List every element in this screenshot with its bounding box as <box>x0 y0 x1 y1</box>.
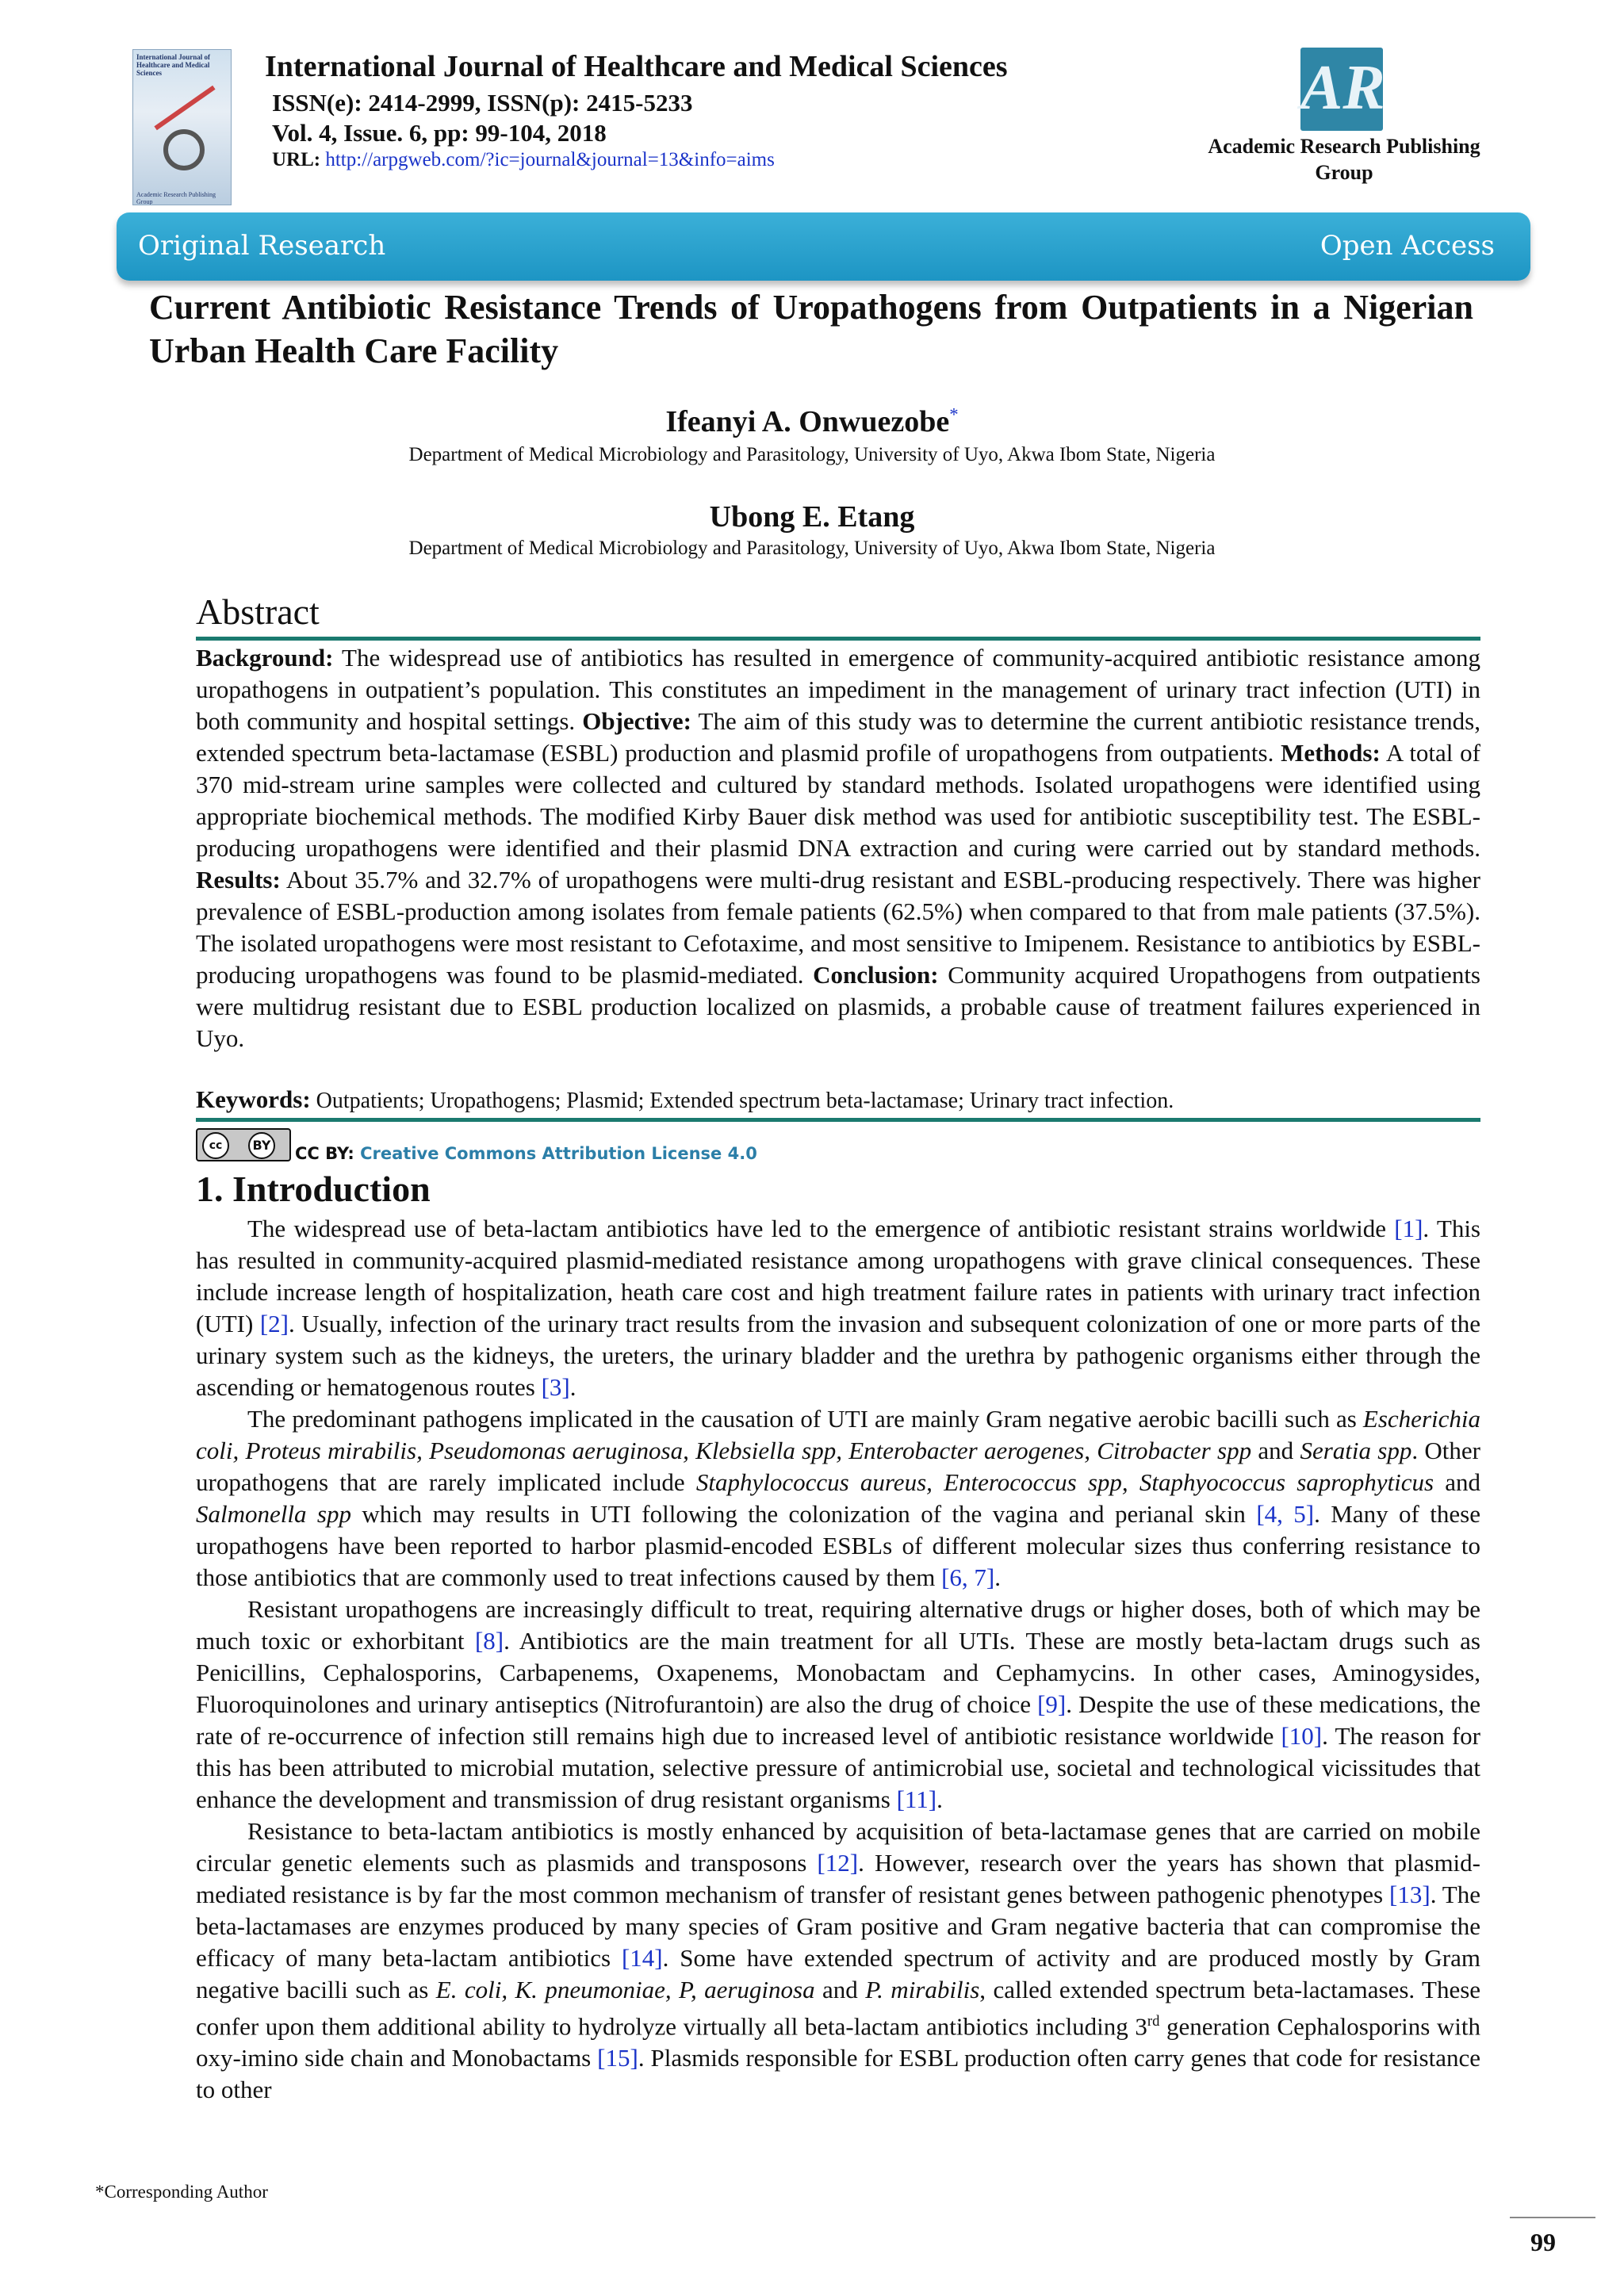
abstract-heading: Abstract <box>196 591 320 632</box>
methods-label: Methods: <box>1281 739 1381 767</box>
citation-link[interactable]: [13] <box>1389 1881 1431 1908</box>
author-1-affiliation: Department of Medical Microbiology and Parasitology, University of Uyo, Akwa Ibom State, Nigeria <box>408 444 1216 465</box>
cc-license-badge-icon[interactable] <box>196 1128 291 1161</box>
superscript: rd <box>1147 2013 1160 2030</box>
publisher-name-line-1: Academic Research Publishing <box>1208 135 1480 158</box>
abstract-bottom-rule <box>196 1118 1480 1122</box>
methods-text: A total of 370 mid-stream urine samples were collected and cultured by standard methods. Isolated uropathogens were identified using appropriate biochemical methods. The modified Kirby Bauer disk method was used for antibiotic susceptibility test. The ESBL-producing uropathogens were identified and their plasmid DNA extraction and curing were carried out by standard methods. <box>196 739 1481 862</box>
citation-link[interactable]: [6, 7] <box>941 1563 995 1591</box>
pen-illustration <box>154 86 215 131</box>
objective-text: The aim of this study was to determine the current antibiotic resistance trends, extended spectrum beta-lactamase (ESBL) production and plasmid profile of uropathogens from outpatients. <box>196 707 1480 767</box>
journal-url-link[interactable]: http://arpgweb.com/?ic=journal&journal=13&info=aims <box>325 149 775 170</box>
text: . <box>569 1373 576 1401</box>
journal-url-line <box>272 149 775 171</box>
publisher-logo-text: AR <box>1300 53 1385 123</box>
text: and <box>1251 1437 1300 1464</box>
author-name: Ifeanyi A. Onwuezobe <box>665 405 950 438</box>
corresponding-author-note: *Corresponding Author <box>95 2182 268 2202</box>
text: . Other uropathogens that are rarely implicated include <box>196 1437 1480 1496</box>
intro-paragraph-4 <box>196 1816 1480 2106</box>
publisher-logo <box>1300 48 1383 131</box>
corresponding-mark[interactable]: * <box>949 404 959 425</box>
open-access-label: Open Access <box>1320 230 1495 262</box>
publisher-name <box>1174 133 1515 186</box>
page-number: 99 <box>1530 2228 1556 2256</box>
text: generation Cephalosporins with oxy-imino side chain and Monobactams <box>196 2012 1481 2072</box>
species-names: Staphylococcus aureus, Enterococcus spp, Staphyococcus saprophyticus <box>695 1468 1434 1496</box>
publisher-name-line-2: Group <box>1315 161 1373 184</box>
text: Resistant uropathogens are increasingly difficult to treat, requiring alternative drugs or higher doses, both of which may be much toxic or exhorbitant <box>196 1595 1480 1655</box>
citation-link[interactable]: [1] <box>1394 1215 1423 1242</box>
keywords-label: Keywords: <box>196 1085 311 1113</box>
text: . This has resulted in community-acquired plasmid-mediated resistance among uropathogens with grave clinical consequences. These include increase length of hospitalization, heath care cost and high treatment failure rates in patients with urinary tract infection (UTI) <box>196 1215 1480 1337</box>
author-2-name: Ubong E. Etang <box>709 500 915 534</box>
text: The predominant pathogens implicated in the causation of UTI are mainly Gram negative aerobic bacilli such as <box>247 1405 1363 1433</box>
text: . However, research over the years has shown that plasmid-mediated resistance is by far the most common mechanism of transfer of resistant genes between pathogenic phenotypes <box>196 1849 1480 1908</box>
species-names: P. mirabilis <box>865 1976 980 2003</box>
results-text: About 35.7% and 32.7% of uropathogens were multi-drug resistant and ESBL-producing respectively. There was higher prevalence of ESBL-production among isolates from female patients (62.5%) when compared to that from male patients (37.5%). The isolated uropathogens were most resistant to Cefotaxime, and most sensitive to Imipenem. Resistance to antibiotics by ESBL-producing uropathogens was found to be plasmid-mediated. <box>196 866 1480 989</box>
license-label: CC BY: <box>295 1144 361 1163</box>
text: . <box>994 1563 1001 1591</box>
cover-publisher: Academic Research Publishing Group <box>136 191 216 205</box>
by-icon: BY <box>248 1132 275 1159</box>
author-2-affiliation: Department of Medical Microbiology and Parasitology, University of Uyo, Akwa Ibom State, Nigeria <box>408 538 1216 559</box>
text: . Many of these uropathogens have been reported to harbor plasmid-encoded ESBLs of different molecular sizes thus conferring resistance to those antibiotics that are commonly used to treat infections caused by them <box>196 1500 1480 1591</box>
keywords-line <box>196 1084 1480 1117</box>
text: . The reason for this has been attributed to microbial mutation, selective pressure of antimicrobial use, societal and technological vicissitudes that enhance the development and transmission of drug resistant organisms <box>196 1722 1480 1813</box>
citation-link[interactable]: [14] <box>621 1944 663 1972</box>
text: which may results in UTI following the colonization of the vagina and perianal skin <box>350 1500 1257 1528</box>
text: and <box>1434 1468 1480 1496</box>
page-number-rule <box>1510 2217 1595 2218</box>
license-link[interactable]: Creative Commons Attribution License 4.0 <box>360 1144 757 1163</box>
text: . Plasmids responsible for ESBL production often carry genes that code for resistance to other <box>196 2044 1480 2104</box>
journal-issn: ISSN(e): 2414-2999, ISSN(p): 2415-5233 <box>272 89 693 117</box>
journal-cover-image <box>132 49 232 205</box>
cover-title: International Journal of Healthcare and Medical Sciences <box>136 53 211 77</box>
citation-link[interactable]: [3] <box>541 1373 570 1401</box>
citation-link[interactable]: [8] <box>474 1627 504 1655</box>
text: The widespread use of beta-lactam antibiotics have led to the emergence of antibiotic resistant strains worldwide <box>247 1215 1395 1242</box>
background-label: Background: <box>196 644 334 672</box>
text: . The beta-lactamases are enzymes produced by many species of Gram positive and Gram negative bacteria that can compromise the efficacy of many beta-lactam antibiotics <box>196 1881 1480 1972</box>
conclusion-text: Community acquired Uropathogens from outpatients were multidrug resistant due to ESBL production localized on plasmids, a probable cause of treatment failures experienced in Uyo. <box>196 961 1480 1052</box>
results-label: Results: <box>196 866 281 894</box>
url-label: URL: <box>272 149 326 170</box>
text: , called extended spectrum beta-lactamases. These confer upon them additional ability to hydrolyze virtually all beta-lactam antibiotics including 3 <box>196 1976 1481 2041</box>
article-type-band <box>117 212 1530 281</box>
species-names: Seratia spp <box>1300 1437 1412 1464</box>
abstract-body <box>196 642 1480 1054</box>
objective-label: Objective: <box>582 707 691 735</box>
species-names: E. coli, K. pneumoniae, P, aeruginosa <box>435 1976 815 2003</box>
license-line <box>295 1144 757 1163</box>
conclusion-label: Conclusion: <box>813 961 939 989</box>
text: . Usually, infection of the urinary tract results from the invasion and subsequent colonization of one or more parts of the urinary system such as the kidneys, the ureters, the urinary bladder and the urethra by pathogenic organisms either through the ascending or hematogenous routes <box>196 1310 1480 1401</box>
journal-volume: Vol. 4, Issue. 6, pp: 99-104, 2018 <box>272 119 607 147</box>
citation-link[interactable]: [2] <box>259 1310 289 1337</box>
text: and <box>814 1976 866 2003</box>
journal-title: International Journal of Healthcare and Medical Sciences <box>265 50 1008 83</box>
citation-link[interactable]: [9] <box>1037 1690 1067 1718</box>
text: . <box>936 1785 943 1813</box>
text: . Some have extended spectrum of activity and are produced mostly by Gram negative bacilli such as <box>196 1944 1480 2003</box>
intro-paragraph-1 <box>196 1213 1480 1403</box>
cc-icon: cc <box>202 1132 229 1159</box>
intro-paragraph-3 <box>196 1594 1480 1816</box>
species-names: Salmonella spp <box>196 1500 351 1528</box>
introduction-heading: 1. Introduction <box>196 1169 431 1209</box>
citation-link[interactable]: [4, 5] <box>1256 1500 1315 1528</box>
keywords-text: Outpatients; Uropathogens; Plasmid; Extended spectrum beta-lactamase; Urinary tract infection. <box>310 1089 1174 1113</box>
species-names: Escherichia coli, Proteus mirabilis, Pseudomonas aeruginosa, Klebsiella spp, Enterobacter aerogenes, Citrobacter spp <box>196 1405 1480 1464</box>
background-text: The widespread use of antibiotics has resulted in emergence of community-acquired antibiotic resistance among uropathogens in outpatient’s population. This constitutes an impediment in the management of urinary tract infection (UTI) in both community and hospital settings. <box>196 644 1480 735</box>
original-research-label: Original Research <box>138 230 386 262</box>
text: Resistance to beta-lactam antibiotics is mostly enhanced by acquisition of beta-lactamase genes that are carried on mobile circular genetic elements such as plasmids and transposons <box>196 1817 1480 1877</box>
abstract-top-rule <box>196 637 1480 641</box>
citation-link[interactable]: [11] <box>896 1785 937 1813</box>
citation-link[interactable]: [12] <box>817 1849 859 1877</box>
stethoscope-icon <box>163 129 205 170</box>
text: . Antibiotics are the main treatment for all UTIs. These are mostly beta-lactam drugs such as Penicillins, Cephalosporins, Carbapenems, Oxapenems, Monobactam and Cephamycins. In other cases, Aminogysides, Fluoroquinolones and urinary antiseptics (Nitrofurantoin) are also the drug of choice <box>196 1627 1480 1718</box>
text: . Despite the use of these medications, the rate of re-occurrence of infection still remains high due to increased level of antibiotic resistance worldwide <box>196 1690 1481 1750</box>
citation-link[interactable]: [15] <box>597 2044 638 2072</box>
author-1-name <box>0 404 1624 439</box>
citation-link[interactable]: [10] <box>1281 1722 1323 1750</box>
article-title: Current Antibiotic Resistance Trends of Uropathogens from Outpatients in a Nigerian Urban Health Care Facility <box>149 288 1473 370</box>
intro-paragraph-2 <box>196 1403 1480 1594</box>
introduction-body <box>196 1213 1480 2106</box>
